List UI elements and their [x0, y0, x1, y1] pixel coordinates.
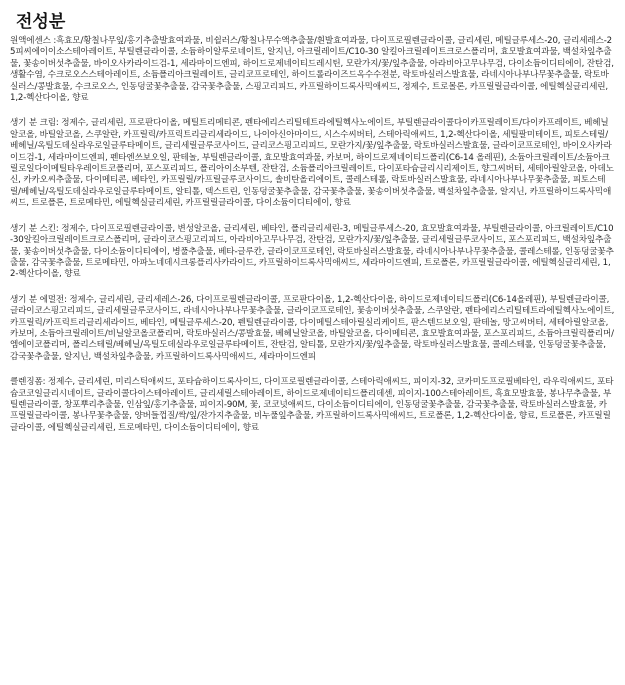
- ingredient-section-skin: [10, 224, 615, 281]
- ingredient-section-emulsion: [10, 295, 615, 363]
- page-title: 전성분: [16, 12, 66, 32]
- ingredient-section-essence: [10, 36, 615, 104]
- ingredient-list-text: 클렌징폼: 정제수, 글리세린, 미리스틱애씨드, 포타슘하이드록사이드, 다이프로필렌글라이콜, 스테아릭애씨드, 피이지-32, 코카미도프로필베타인, 라우릭애씨드, 포타슘코코일글리시네이트, 글라이콜다이스테아레이트, 글리세릴스테아레이트, 하이드로제네이티드폴리데센, 피이지-100스테아레이트, 흑효모발효물, 봉나무추출물, 부틸렌글라이콜, 창포뿌리추출물, 인삼잎/홍기추출물, 피이지-90M, 꽃, 코코넛애씨드, 다이소듐이디티에이, 인동덩굴꽃추출물, 감국꽃추출물, 락토바실러스발효물, 카프릴릴글라이콜, 봉나무꽃추출물, 양버들껍질/싹/잎/잔가지추출물, 비누풀잎추출물, 카프릴하이드록사믹애씨드, 트로폴론, 1,2-헥산다이올, 향료, 트로폴론, 카프릴릴글라이콜, 에틸헥실글리세린, 트로메타민, 다이소듐이디티에이, 향료: [10, 377, 614, 433]
- ingredient-list-text: 생기 분 에멀전: 정제수, 글리세린, 글리세레스-26, 다이프로필렌글라이콜, 프로판다이올, 1,2-헥산다이올, 하이드로제네이티드폴리(C6-14올레핀), 부틸렌글라이콜, 글라이코스핑고리피드, 글리세릴글루코사이드, 라네시아나부나무꽃추출물, 글라이코프로테인, 꽃송이버섯추출물, 스쿠알란, 펜타에리스리틸테트라에틸헥사노에이트, 카프릴릭/카프릭트리글리세라이드, 베타인, 메틸글루세스-20, 펜틸렌글라이콜, 다이메틸스테아릴실리케이트, 판스텐드보오일, 판테놀, 망고씨버터, 세테아릴알코올, 카보머, 소듐아크릴레이트/비닐알코올코폴리머, 락토바실러스/콩발효물, 베헤닐알코올, 바틸알코올, 다이메티콘, 효모발효여과물, 포스포리피드, 소듐아크릴릭폴리머/엠에이코폴리머, 폴리스테릴/베헤닐/옥틸도데실라우로일글루타메이트, 잔탄검, 알티톨, 모란가지/꽃/잎추출물, 락토바실러스발효물, 콜레스테롤, 인동덩굴꽃추출물, 감국꽃추출물, 알지닌, 백설차잎추출물, 카프릴하이드록사믹애씨드, 세라마이드엔피: [10, 294, 615, 362]
- ingredient-list-text: 원액에센스 :흑효모/황칠나무잎/홍기추출발효여과물, 비쉴러스/황칠나무수액추출물/흰발효여과물, 다이프로필렌글라이콜, 글리세린, 메틸글루세스-20, 글리세레스-25피씨에이이소스테아레이트, 부틸렌글라이콜, 소듐하이알루로네이트, 알지닌, 아크릴레이트/C10-30 알킬아크릴레이트크로스폴리머, 효모발효여과물, 백설차잎추출물, 꽃송이버섯추출물, 바이오사카라이드검-1, 세라마이드엔피, 하이드로제네이티드레시틴, 모란가지/꽃/잎추출물, 아라비아고무나무검, 다이소듐이디티에이, 잔탄검, 생활수염, 수크로오스스테아레이트, 소듐폴리아크릴레이트, 글리코프로테인, 하이드롤라이즈드옥수수전분, 락토바실러스발효물, 라네시아나부나무꽃추출물, 락토바실러스/콩발효물, 수크로오스, 인동덩굴꽃추출물, 감국꽃추출물, 스핑고리피드, 카프릴하이드록사믹애씨드, 정제수, 트로몰론, 카프릴릴글라이콜, 에틸헥실글리세린, 1,2-헥산다이올, 향료: [10, 36, 614, 104]
- ingredient-list-text: 생기 분 스킨: 정제수, 다이프로필렌글라이콜, 변성알코올, 글리세린, 베타인, 폴리글리세린-3, 메틸글루세스-20, 효모발효여과물, 부틸렌글라이콜, 아크릴레이트/C10-30알킬아크릴레이트크로스폴리머, 글라이코스핑고리피드, 아라비아고무나무검, 잔탄검, 모란가지/꽃/잎추출물, 글리세릴글루코사이드, 포스포리피드, 백설차잎추출물, 꽃송이버섯추출물, 다이소듐이디티에이, 병풀추출물, 베타-글루칸, 글라이코프로테인, 락토바실러스발효물, 라네시아나부나무꽃추출물, 콜레스테롤, 인동덩굴꽃추출물, 감국꽃추출물, 트로메타민, 아파노네데시크롱플리사카라이드, 카프릴하이드록사믹애씨드, 세라마이드엔피, 트로폴론, 카프릴릴글라이콜, 에틸헥실글리세린, 1,2-헥산다이올, 향료: [10, 223, 614, 280]
- ingredient-section-cream: [10, 118, 615, 209]
- ingredient-list-text: 생기 분 크림: 정제수, 글리세린, 프로판다이올, 메틸트리메티콘, 펜타에리스리틸테트라에틸헥사노에이트, 부틸렌글라이콜다이카프릴레이트/다이카프레이트, 베헤닐알코올, 바틸알코올, 스쿠알란, 카프릴릭/카프릭트리글리세라이드, 나이아신아마이드, 시스수씨버터, 스테아릭애씨드, 1,2-헥산다이올, 세틸팔미테이트, 피토스테릴/베헤닐/옥틸도데실라우로일글루타메이트, 글리세릴글루코사이드, 글리코스핑고리피드, 모란가지/꽃/잎추출물, 락토바실러스발효물, 글라이코프로테인, 바이오사카라이드검-1, 세라마이드엔피, 펜타엔쓰보오일, 판테놀, 부틸렌글라이콜, 효모발효여과물, 카보머, 하이드로제네이티드폴리(C6-14 올레핀), 소듐아크릴레이트/소듐아크릴로일다이메틸타우레이트코폴리머, 포스포리피드, 폴리아이소부텐, 잔탄검, 소듐폴리아크릴레이트, 다이포타슘글리시리제이트, 향그씨버터, 세테아릴알코올, 아데노신, 카카오씨추출물, 다이메티콘, 베타인, 카프릴릴/카프릴글루코사이드, 솔비탄올리에이트, 콜레스테롤, 락토바실러스발효물, 라네시아나부나무꽃추출물, 피토스테릴/베헤닐/옥틸도데실라우로일글루타메이트, 알티톨, 덱스트린, 인동덩굴꽃추출물, 감국꽃추출물, 꽃송이버섯추출물, 백설차잎추출물, 알지닌, 카프릴하이드록사믹애씨드, 트로폴론, 트로메타민, 에틸헥실글리세린, 카프릴릴글라이콜, 다이소듐이디티에이, 향료: [10, 118, 614, 209]
- ingredient-section-cleansing-foam: [10, 377, 615, 434]
